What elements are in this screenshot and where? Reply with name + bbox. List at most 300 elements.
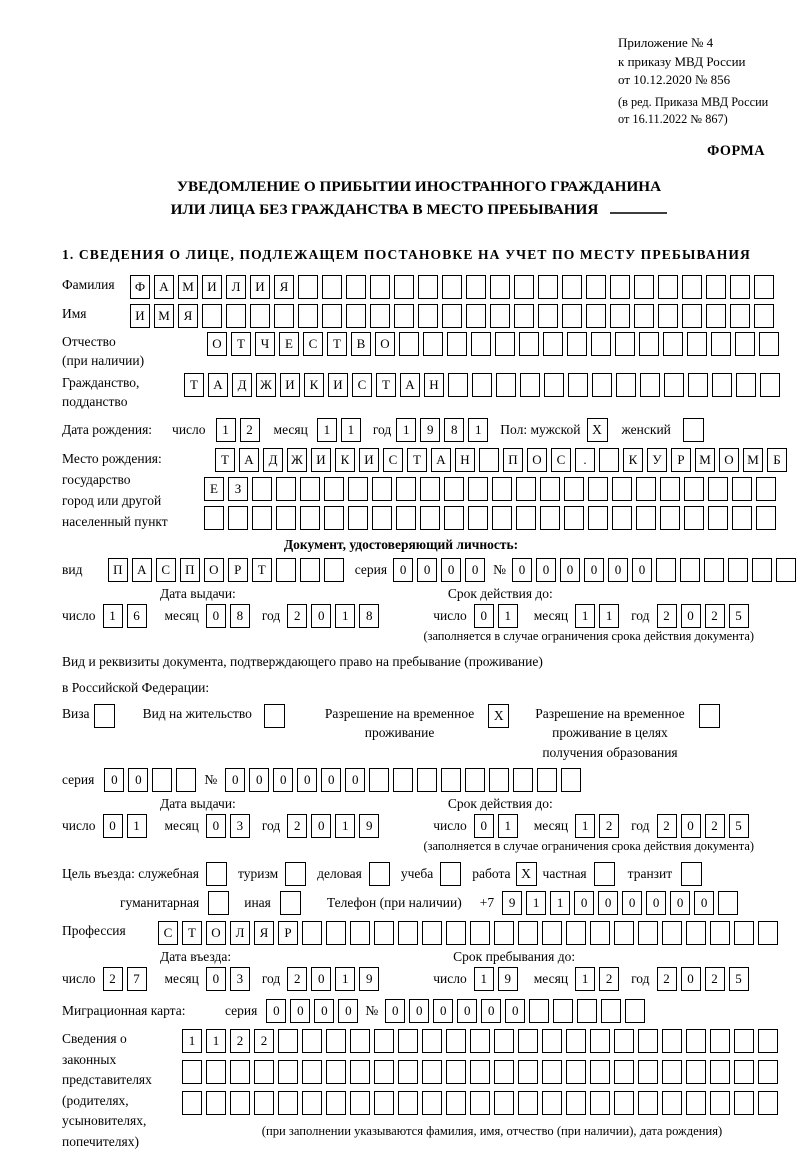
profession-cells (158, 921, 782, 945)
representatives-label (62, 1029, 182, 1152)
char-cell (686, 1060, 706, 1084)
char-cell: 0 (128, 768, 148, 792)
month-label: месяц (533, 971, 569, 986)
char-cell: Е (279, 332, 299, 356)
char-cell: С (352, 373, 372, 397)
purpose-work-label: работа (472, 866, 511, 881)
temp-residence-checkbox: X (488, 704, 509, 728)
char-cell: 2 (705, 604, 725, 628)
id-issue-date-group (62, 604, 389, 628)
char-cell (756, 506, 776, 530)
char-cell (369, 768, 389, 792)
char-cell (228, 506, 248, 530)
char-cell (704, 558, 724, 582)
char-cell (663, 332, 683, 356)
char-cell (754, 304, 774, 328)
char-cell (590, 921, 610, 945)
char-cell (350, 1029, 370, 1053)
char-cell: 0 (103, 814, 123, 838)
residence-issue-year-cells (287, 814, 383, 838)
char-cell: Я (274, 275, 294, 299)
representatives-label-line: (родителях, (62, 1092, 129, 1108)
char-cell: 1 (575, 604, 595, 628)
birthplace-label (62, 448, 204, 532)
char-cell (348, 477, 368, 501)
char-cell (706, 304, 726, 328)
char-cell: А (431, 448, 451, 472)
char-cell (732, 477, 752, 501)
char-cell (494, 1060, 514, 1084)
char-cell (566, 1060, 586, 1084)
representatives-label-line: законных (62, 1051, 117, 1067)
day-label: число (433, 818, 467, 833)
char-cell: Р (278, 921, 298, 945)
char-cell: Т (327, 332, 347, 356)
migration-card-label: Миграционная карта: (62, 1003, 186, 1018)
char-cell: 2 (657, 604, 677, 628)
char-cell: 0 (297, 768, 317, 792)
char-cell: М (154, 304, 174, 328)
appendix-line: Приложение № 4 (618, 35, 714, 50)
char-cell (513, 768, 533, 792)
temp-residence-label-line: проживание (364, 725, 435, 740)
appendix-amend-line: от 16.11.2022 № 867) (618, 111, 728, 126)
char-cell (544, 373, 564, 397)
char-cell (658, 275, 678, 299)
char-cell: 0 (598, 891, 618, 915)
char-cell (442, 304, 462, 328)
given-name-label: Имя (62, 305, 87, 321)
residence-date-headings (62, 796, 800, 812)
char-cell: О (206, 921, 226, 945)
char-cell (734, 1091, 754, 1115)
char-cell (250, 304, 270, 328)
char-cell: 1 (550, 891, 570, 915)
char-cell: С (383, 448, 403, 472)
char-cell (470, 1029, 490, 1053)
char-cell (553, 999, 573, 1023)
char-cell: 0 (560, 558, 580, 582)
patronymic-label-line: (при наличии) (62, 353, 145, 368)
char-cell (442, 275, 462, 299)
char-cell: 1 (468, 418, 488, 442)
char-cell (614, 921, 634, 945)
char-cell: 2 (705, 967, 725, 991)
char-cell (660, 477, 680, 501)
char-cell (718, 891, 738, 915)
purpose-commercial-checkbox (369, 862, 390, 886)
char-cell: Т (184, 373, 204, 397)
char-cell: О (207, 332, 227, 356)
char-cell (734, 1060, 754, 1084)
citizenship-label (62, 373, 184, 412)
char-cell: 0 (512, 558, 532, 582)
char-cell (393, 768, 413, 792)
residence-number-cells (225, 768, 585, 792)
id-valid-day-cells (474, 604, 522, 628)
char-cell (298, 275, 318, 299)
purpose-other-checkbox (280, 891, 301, 915)
char-cell (420, 477, 440, 501)
char-cell (302, 1091, 322, 1115)
char-cell: М (743, 448, 763, 472)
char-cell (326, 1029, 346, 1053)
char-cell (538, 275, 558, 299)
id-series-cells (393, 558, 489, 582)
char-cell (590, 1091, 610, 1115)
char-cell (322, 275, 342, 299)
char-cell (518, 1091, 538, 1115)
char-cell: 2 (287, 604, 307, 628)
char-cell (588, 506, 608, 530)
char-cell: К (304, 373, 324, 397)
representatives-cells-col (182, 1029, 800, 1139)
char-cell: К (623, 448, 643, 472)
issue-date-label: Дата выдачи: (160, 585, 236, 601)
char-cell (686, 1091, 706, 1115)
year-label: год (631, 607, 650, 623)
char-cell: 3 (230, 967, 250, 991)
char-cell (614, 1060, 634, 1084)
id-issue-day-cells (103, 604, 151, 628)
char-cell: Н (424, 373, 444, 397)
char-cell: 0 (694, 891, 714, 915)
validity-note: (заполняется в случае ограничения срока действия документа) (423, 839, 754, 853)
char-cell (730, 275, 750, 299)
day-label: число (172, 421, 206, 437)
day-label: число (433, 607, 467, 623)
char-cell: 0 (409, 999, 429, 1023)
char-cell: 0 (290, 999, 310, 1023)
valid-until-label: Срок действия до: (447, 585, 553, 601)
char-cell (736, 373, 756, 397)
birth-month-cells (317, 418, 365, 442)
residence-series-cells (104, 768, 200, 792)
patronymic-label (62, 332, 207, 371)
char-cell: Т (376, 373, 396, 397)
char-cell (374, 921, 394, 945)
char-cell (662, 1091, 682, 1115)
birthplace-row3-cells (204, 506, 791, 530)
char-cell (636, 506, 656, 530)
char-cell (758, 921, 778, 945)
char-cell (468, 477, 488, 501)
birthplace-row1-cells (215, 448, 791, 472)
number-label: № (365, 1003, 379, 1018)
char-cell: 7 (127, 967, 147, 991)
char-cell: 9 (502, 891, 522, 915)
char-cell (495, 332, 515, 356)
stay-until-date-group (433, 967, 758, 991)
char-cell (490, 304, 510, 328)
char-cell (182, 1060, 202, 1084)
char-cell: 0 (206, 814, 226, 838)
char-cell (614, 1029, 634, 1053)
char-cell: О (204, 558, 224, 582)
char-cell (324, 477, 344, 501)
char-cell (470, 1060, 490, 1084)
char-cell: И (311, 448, 331, 472)
char-cell: Р (671, 448, 691, 472)
citizenship-label-line: подданство (62, 394, 128, 409)
purpose-private-label: частная (542, 866, 587, 881)
char-cell: 1 (335, 604, 355, 628)
char-cell: А (208, 373, 228, 397)
char-cell (564, 477, 584, 501)
char-cell (734, 921, 754, 945)
char-cell: Р (228, 558, 248, 582)
char-cell (588, 477, 608, 501)
char-cell (568, 373, 588, 397)
char-cell: П (180, 558, 200, 582)
migration-card-row (62, 999, 800, 1023)
temp-residence-label (325, 704, 474, 743)
entry-month-cells (206, 967, 254, 991)
char-cell: 2 (705, 814, 725, 838)
char-cell: Е (204, 477, 224, 501)
char-cell (754, 275, 774, 299)
char-cell: 2 (287, 814, 307, 838)
char-cell (472, 373, 492, 397)
char-cell (420, 506, 440, 530)
profession-label: Профессия (62, 923, 126, 938)
char-cell: Д (263, 448, 283, 472)
char-cell: И (280, 373, 300, 397)
char-cell: 0 (474, 814, 494, 838)
char-cell: А (132, 558, 152, 582)
char-cell (514, 275, 534, 299)
char-cell (152, 768, 172, 792)
entry-date-headings (62, 949, 800, 965)
char-cell: 1 (216, 418, 236, 442)
day-label: число (62, 971, 96, 986)
char-cell (638, 1060, 658, 1084)
day-label: число (433, 971, 467, 986)
char-cell (516, 477, 536, 501)
char-cell: И (130, 304, 150, 328)
char-cell (758, 1091, 778, 1115)
char-cell (758, 1060, 778, 1084)
char-cell (638, 1091, 658, 1115)
year-label: год (631, 818, 650, 833)
char-cell: 1 (127, 814, 147, 838)
char-cell (542, 1060, 562, 1084)
series-label: серия (354, 561, 388, 577)
series-label: серия (225, 1003, 258, 1018)
birthplace-label-line: город или другой (62, 492, 162, 508)
residence-doc-number-row (62, 768, 800, 792)
char-cell (639, 332, 659, 356)
char-cell: 1 (498, 604, 518, 628)
char-cell (728, 558, 748, 582)
char-cell: 0 (225, 768, 245, 792)
char-cell: 0 (505, 999, 525, 1023)
char-cell: 5 (729, 967, 749, 991)
char-cell: 0 (474, 604, 494, 628)
char-cell: 0 (608, 558, 628, 582)
id-date-headings (62, 586, 800, 602)
birth-year-cells (396, 418, 492, 442)
char-cell (204, 506, 224, 530)
purpose-second-row (62, 891, 800, 915)
char-cell (734, 1029, 754, 1053)
char-cell (634, 275, 654, 299)
char-cell (590, 1029, 610, 1053)
char-cell: Д (232, 373, 252, 397)
profession-row (62, 921, 800, 945)
id-issue-month-cells (206, 604, 254, 628)
char-cell (446, 1091, 466, 1115)
char-cell (680, 558, 700, 582)
surname-row (62, 275, 800, 299)
char-cell: 0 (345, 768, 365, 792)
char-cell (660, 506, 680, 530)
char-cell (529, 999, 549, 1023)
representatives-label-line: представителях (62, 1072, 152, 1087)
char-cell (422, 1029, 442, 1053)
char-cell: И (359, 448, 379, 472)
char-cell: 0 (441, 558, 461, 582)
char-cell (372, 506, 392, 530)
char-cell (682, 304, 702, 328)
char-cell (662, 921, 682, 945)
char-cell (298, 304, 318, 328)
char-cell (176, 768, 196, 792)
char-cell: Ж (287, 448, 307, 472)
char-cell: 0 (385, 999, 405, 1023)
char-cell: 2 (103, 967, 123, 991)
appendix-reference (618, 34, 800, 90)
char-cell (441, 768, 461, 792)
char-cell (394, 275, 414, 299)
rights-doc-line1: Вид и реквизиты документа, подтверждающего право на пребывание (проживание) (62, 653, 543, 669)
char-cell: 1 (335, 814, 355, 838)
month-label: месяц (533, 818, 569, 833)
char-cell (206, 1060, 226, 1084)
char-cell (638, 1029, 658, 1053)
char-cell (590, 1060, 610, 1084)
char-cell (396, 477, 416, 501)
char-cell: 5 (729, 604, 749, 628)
char-cell: 9 (498, 967, 518, 991)
char-cell (492, 506, 512, 530)
entry-date-group (62, 967, 389, 991)
char-cell (616, 373, 636, 397)
char-cell (562, 304, 582, 328)
char-cell: У (647, 448, 667, 472)
char-cell (417, 768, 437, 792)
purpose-tourism-label: туризм (238, 866, 279, 881)
char-cell (735, 332, 755, 356)
birthplace-label-line: государство (62, 471, 131, 487)
char-cell (494, 1091, 514, 1115)
rights-doc-types-row (62, 704, 800, 763)
number-label: № (204, 772, 218, 787)
migration-series-cells (266, 999, 362, 1023)
validity-note: (заполняется в случае ограничения срока действия документа) (423, 628, 754, 643)
char-cell (494, 921, 514, 945)
valid-until-label: Срок действия до: (447, 796, 553, 811)
representatives-block (62, 1029, 800, 1152)
char-cell: Я (254, 921, 274, 945)
purpose-tourism-checkbox (285, 862, 306, 886)
char-cell (350, 1091, 370, 1115)
char-cell (322, 304, 342, 328)
id-document-row (62, 558, 800, 582)
representatives-note: (при заполнении указываются фамилия, имя, отчество (при наличии), дата рождения) (261, 1124, 723, 1138)
char-cell (489, 768, 509, 792)
char-cell (658, 304, 678, 328)
char-cell (479, 448, 499, 472)
char-cell: 9 (359, 814, 379, 838)
char-cell: Т (231, 332, 251, 356)
char-cell (182, 1091, 202, 1115)
char-cell: С (156, 558, 176, 582)
representatives-row1-cells (182, 1029, 800, 1053)
char-cell (494, 1029, 514, 1053)
char-cell (398, 1029, 418, 1053)
birthplace-cells-col (204, 448, 791, 530)
char-cell (447, 332, 467, 356)
phone-cells (502, 891, 742, 915)
char-cell: 1 (103, 604, 123, 628)
month-label: месяц (164, 607, 199, 623)
form-label: ФОРМА (707, 142, 765, 159)
char-cell: П (503, 448, 523, 472)
year-label: год (261, 607, 281, 623)
representatives-label-line: Сведения о (62, 1031, 127, 1046)
char-cell (418, 275, 438, 299)
char-cell: 9 (359, 967, 379, 991)
id-issue-year-cells (287, 604, 383, 628)
char-cell (230, 1060, 250, 1084)
char-cell (206, 1091, 226, 1115)
char-cell: П (108, 558, 128, 582)
char-cell (396, 506, 416, 530)
char-cell (636, 477, 656, 501)
char-cell (759, 332, 779, 356)
char-cell (710, 921, 730, 945)
char-cell (468, 506, 488, 530)
title-line-1: УВЕДОМЛЕНИЕ О ПРИБЫТИИ ИНОСТРАННОГО ГРАЖДАНИНА (176, 177, 662, 195)
sex-male-label: Пол: мужской (500, 421, 581, 437)
char-cell (446, 1029, 466, 1053)
char-cell: 0 (417, 558, 437, 582)
char-cell (374, 1029, 394, 1053)
char-cell: 0 (465, 558, 485, 582)
char-cell (625, 999, 645, 1023)
char-cell: А (400, 373, 420, 397)
char-cell (254, 1060, 274, 1084)
char-cell: 0 (481, 999, 501, 1023)
char-cell (346, 275, 366, 299)
char-cell (324, 558, 344, 582)
sex-female-label: женский (621, 421, 671, 437)
char-cell (423, 332, 443, 356)
char-cell: 0 (321, 768, 341, 792)
char-cell (202, 304, 222, 328)
purpose-work-checkbox: X (516, 862, 537, 886)
citizenship-label-line: Гражданство, (62, 374, 140, 390)
char-cell (638, 921, 658, 945)
char-cell: О (719, 448, 739, 472)
char-cell: 0 (632, 558, 652, 582)
stay-day-cells (474, 967, 522, 991)
char-cell: К (335, 448, 355, 472)
char-cell (252, 477, 272, 501)
title-blank-underline (610, 201, 667, 214)
char-cell: З (228, 477, 248, 501)
